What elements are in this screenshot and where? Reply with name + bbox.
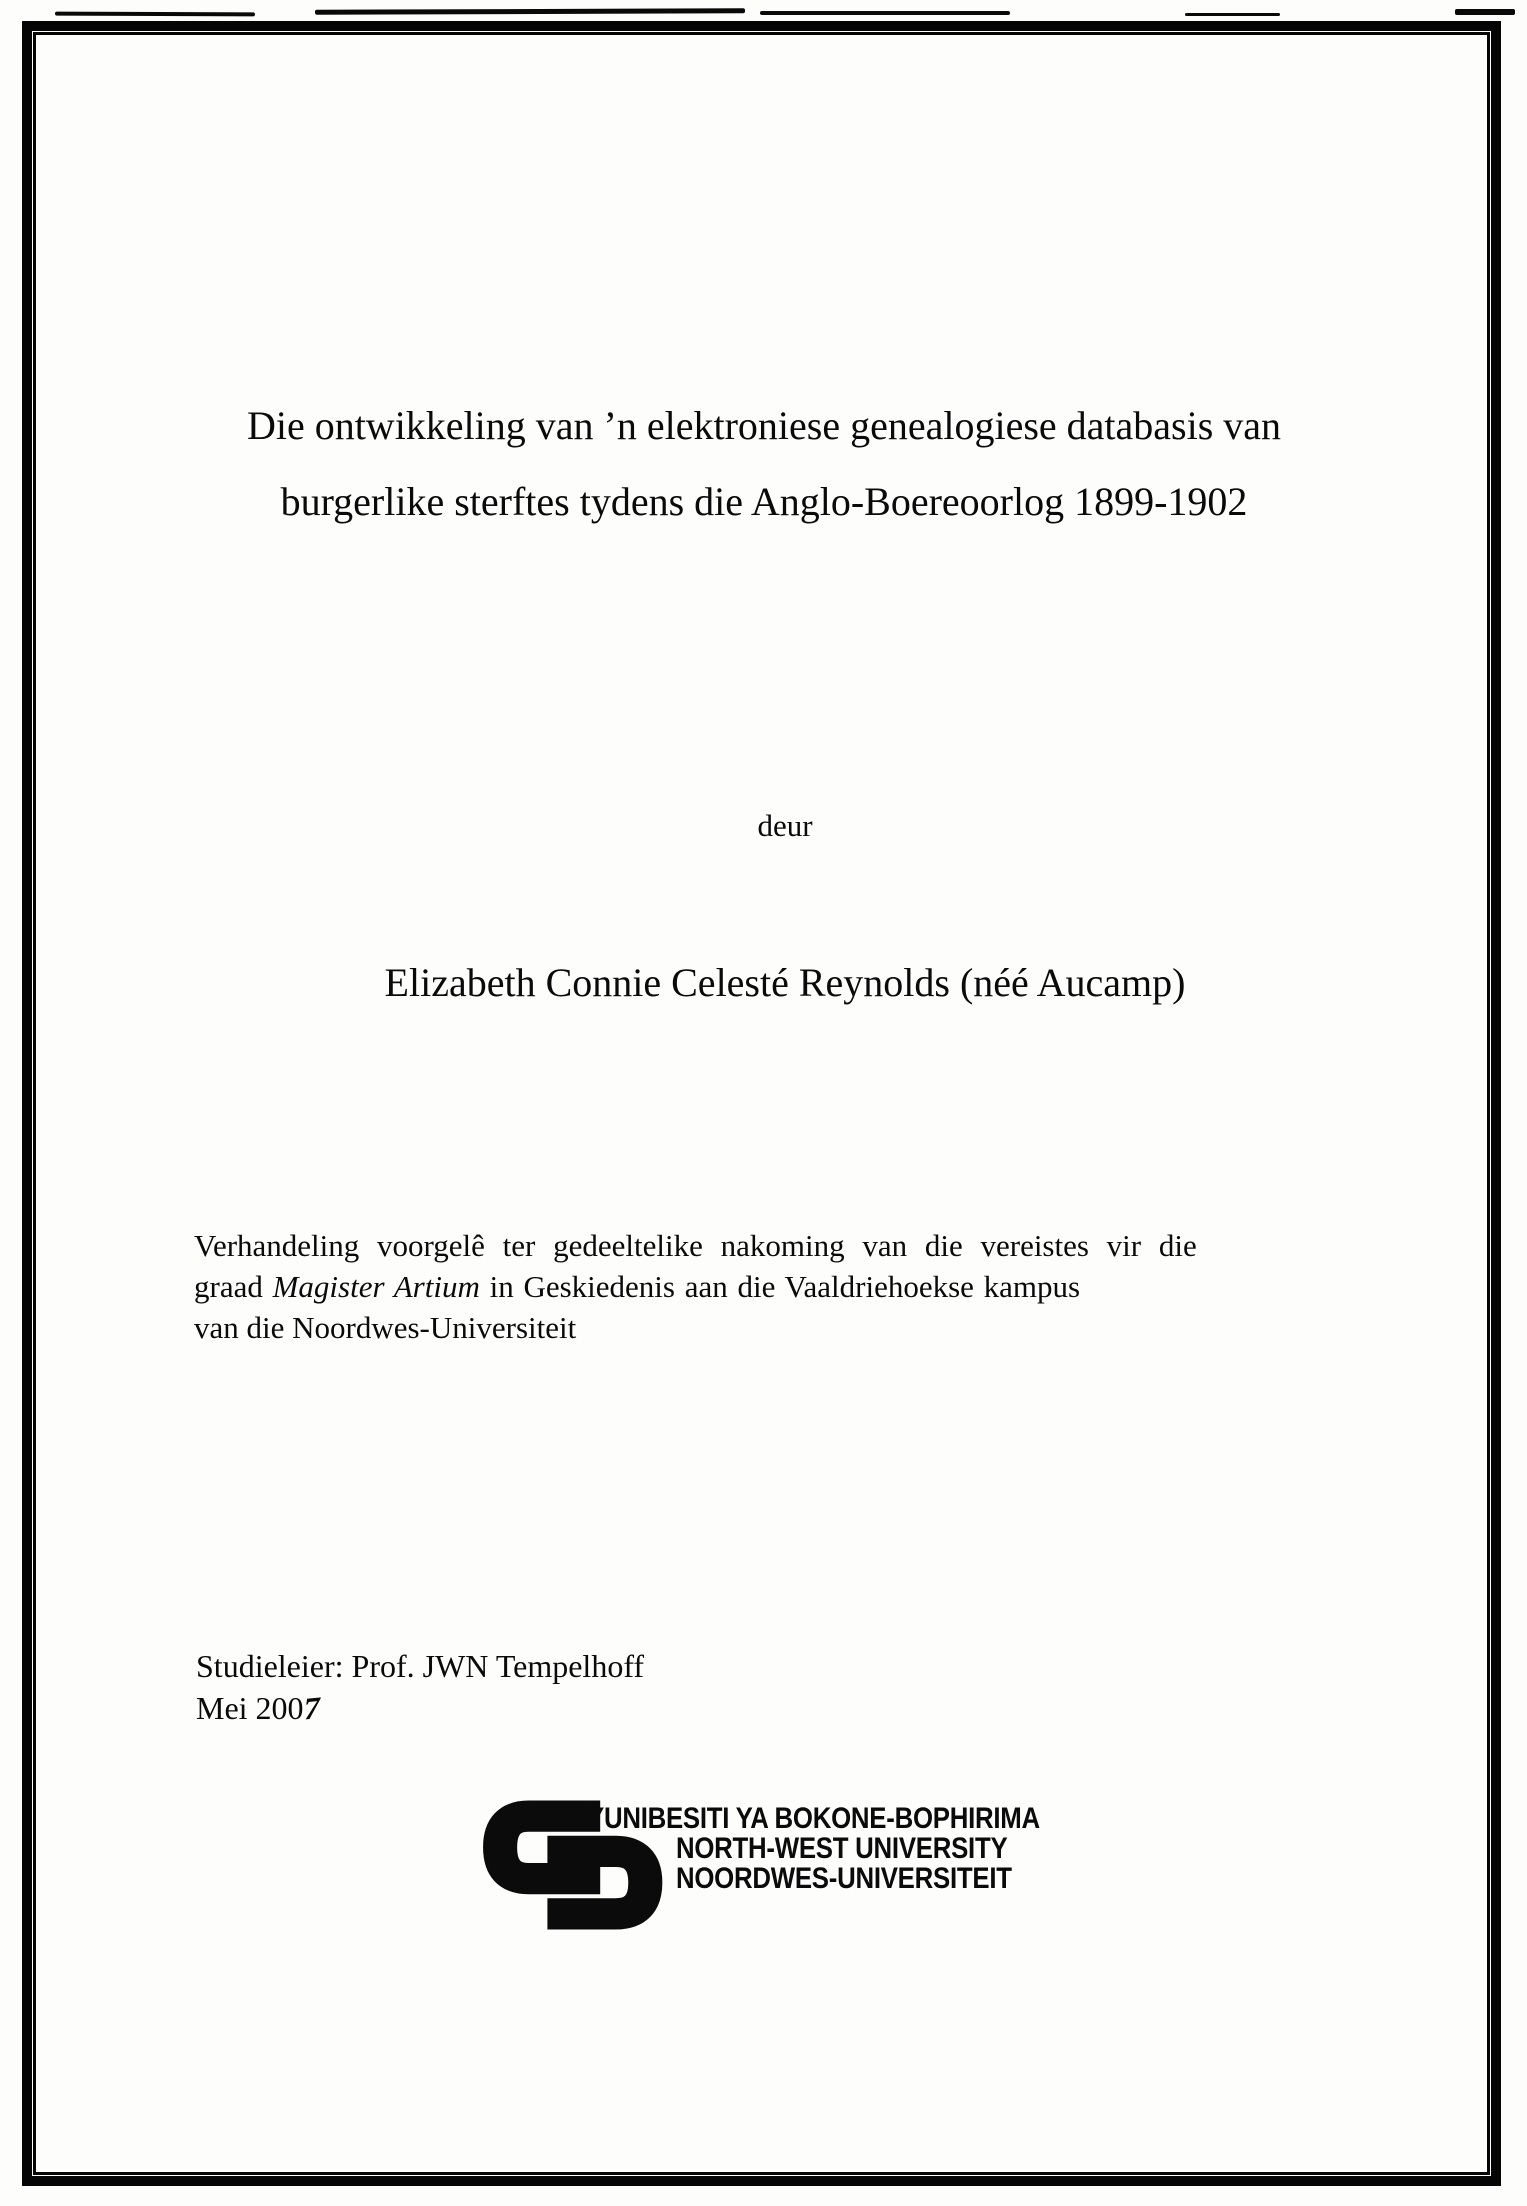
logo-text-line-2: NORTH-WEST UNIVERSITY [676, 1832, 1008, 1865]
degree-statement-line-2 [194, 1266, 1354, 1307]
degree-statement-line-1: Verhandeling voorgelê ter gedeeltelike nakoming van die vereistes vir die [194, 1228, 1197, 1263]
university-logo [466, 1800, 1086, 1935]
page-title-line-2: burgerlike sterftes tydens die Anglo-Boereoorlog 1899-1902 [280, 479, 1248, 524]
degree-statement [194, 1225, 1354, 1348]
page-title [184, 388, 1344, 540]
supervisor-line: Studieleier: Prof. JWN Tempelhoff [196, 1648, 645, 1684]
degree-name: Magister Artium [272, 1269, 480, 1304]
date-final-digit: 7 [300, 1689, 323, 1727]
degree-statement-line-3: van die Noordwes-Universiteit [194, 1310, 577, 1345]
scan-artifact [1455, 9, 1515, 15]
scan-artifact [315, 8, 745, 15]
date-line [196, 1687, 644, 1729]
date-prefix: Mei 200 [196, 1690, 304, 1726]
university-logo-text [587, 1804, 1114, 1894]
scan-artifact [760, 11, 1010, 15]
scan-artifact [1185, 13, 1280, 16]
author-name: Elizabeth Connie Celesté Reynolds (néé Aucamp) [384, 960, 1186, 1005]
page-title-line-1: Die ontwikkeling van ’n elektroniese genealogiese databasis van [246, 403, 1282, 448]
degree-statement-line-2-pre: graad [194, 1269, 273, 1304]
byline-label: deur [757, 808, 813, 843]
supervisor-block [196, 1645, 644, 1729]
degree-statement-line-2-post: in Geskiedenis aan die Vaaldriehoekse kampus [479, 1269, 1081, 1304]
logo-text-line-1: YUNIBESITI YA BOKONE-BOPHIRIMA [587, 1802, 1040, 1835]
scan-artifact [55, 12, 255, 17]
logo-text-line-3: NOORDWES-UNIVERSITEIT [676, 1862, 1012, 1895]
